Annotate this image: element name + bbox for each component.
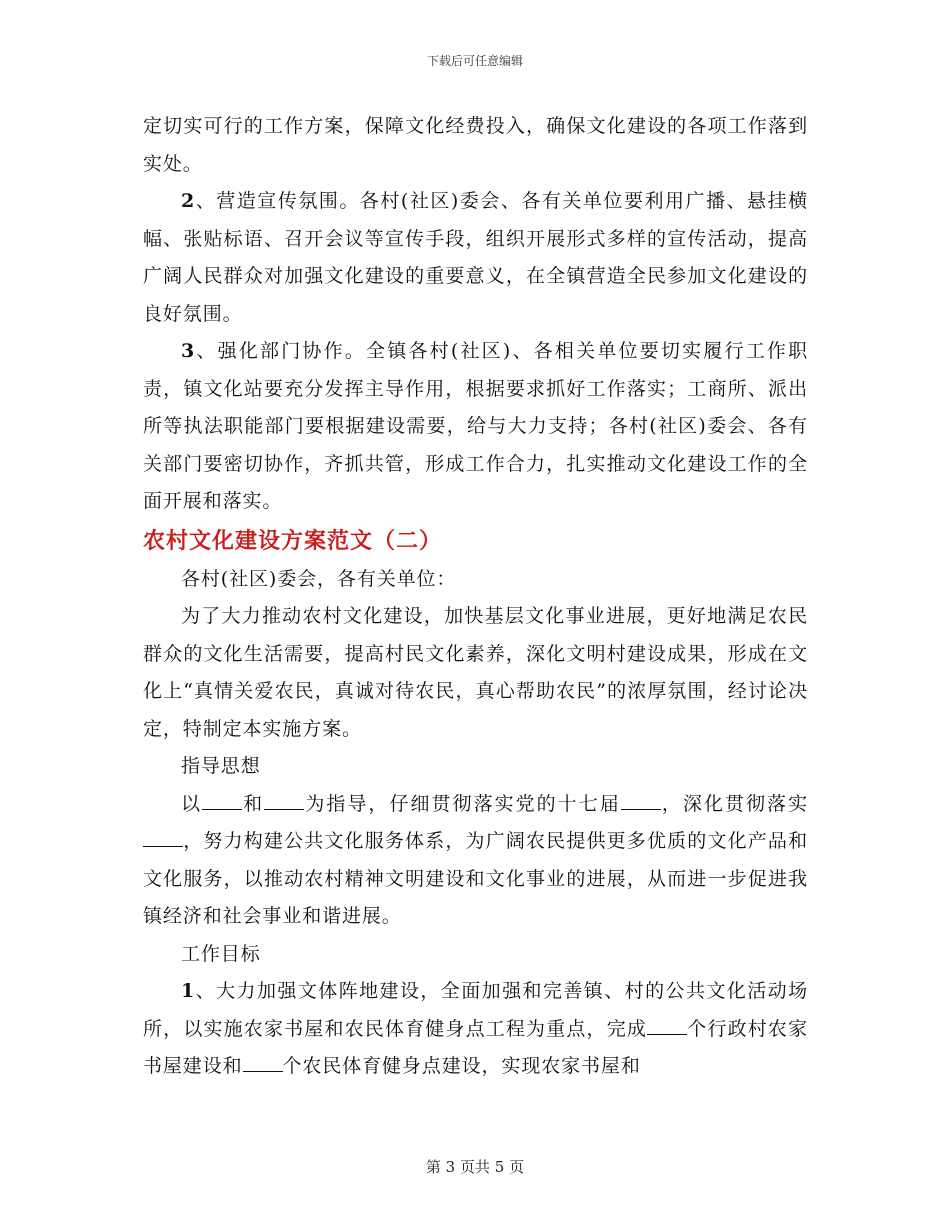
intro-paragraph: 为了大力推动农村文化建设，加快基层文化事业进展，更好地满足农民群众的文化生活需要，提高村民文化素养，深化文明村建设成果，形成在文化上“真情关爱农民，真诚对待农民，真心帮助农民”的浓厚氛围，经讨论决定，特制定本实施方案。: [143, 605, 808, 740]
blank-line: [243, 1055, 283, 1072]
document-body: [143, 108, 808, 1086]
item-number: 1: [181, 980, 196, 1002]
item-number: 2: [181, 190, 196, 212]
paragraph-text: 、营造宣传氛围。各村(社区)委会、各有关单位要利用广播、悬挂横幅、张贴标语、召开会议等宣传手段，组织开展形式多样的宣传活动，提高广阔人民群众对加强文化建设的重要意义，在全镇营造全民参加文化建设的良好氛围。: [143, 190, 808, 325]
text-segment: ，努力构建公共文化服务体系，为广阔农民提供更多优质的文化产品和文化服务，以推动农村精神文明建设和文化事业的进展，从而进一步促进我镇经济和社会事业和谐进展。: [143, 830, 808, 927]
goal-item-1: [143, 973, 808, 1086]
text-segment: 个行政村农家书屋建设和: [143, 1017, 808, 1077]
text-segment: 个农民体育健身点建设，实现农家书屋和: [282, 1055, 641, 1077]
blank-line: [202, 793, 242, 810]
blank-line: [143, 830, 183, 847]
heading-work-goals: 工作目标: [181, 942, 261, 965]
item-number: 3: [181, 340, 196, 362]
paragraph-item-3: [143, 333, 808, 521]
paragraph-item-2: [143, 183, 808, 333]
text-segment: 、大力加强文体阵地建设，全面加强和完善镇、村的公共文化活动场所，以实施农家书屋和农民体育健身点工程为重点，完成: [143, 980, 808, 1040]
salutation: 各村(社区)委会，各有关单位：: [181, 567, 457, 590]
blank-line: [621, 793, 661, 810]
paragraph-text: 定切实可行的工作方案，保障文化经费投入，确保文化建设的各项工作落到实处。: [143, 115, 808, 175]
text-segment: ，深化贯彻落实: [660, 792, 808, 815]
guiding-ideology-paragraph: [143, 786, 808, 936]
blank-line: [264, 793, 304, 810]
blank-line: [647, 1018, 687, 1035]
text-segment: 和: [242, 792, 265, 815]
paragraph-continued: [143, 108, 808, 183]
heading-guiding-ideology: 指导思想: [181, 755, 261, 777]
paragraph-text: 、强化部门协作。全镇各村(社区)、各相关单位要切实履行工作职责，镇文化站要充分发挥主导作用，根据要求抓好工作落实；工商所、派出所等执法职能部门要根据建设需要，给与大力支持；各村(社区)委会、各有关部门要密切协作，齐抓共管，形成工作合力，扎实推动文化建设工作的全面开展和落实。: [143, 340, 808, 512]
page-header: 下载后可任意编辑: [426, 54, 523, 68]
text-segment: 以: [181, 792, 203, 815]
section-title: 农村文化建设方案范文（二）: [143, 527, 443, 554]
page-footer: 第 3 页共 5 页: [425, 1158, 525, 1176]
text-segment: 为指导，仔细贯彻落实党的十七届: [304, 792, 621, 815]
